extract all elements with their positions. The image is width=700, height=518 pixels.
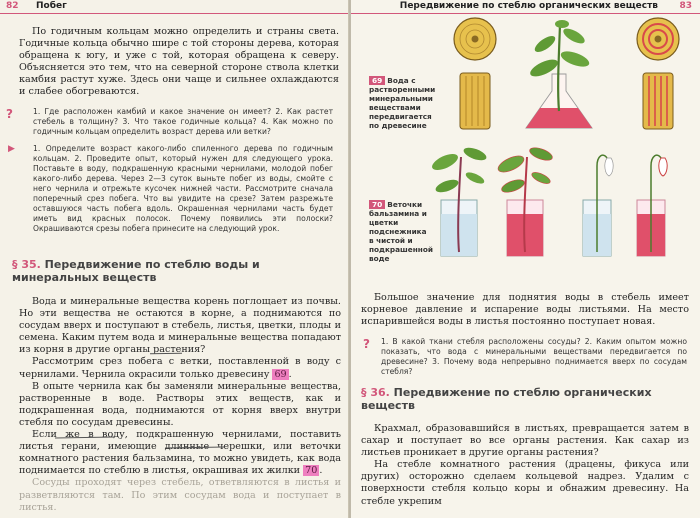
body-paragraph-4: Если же в воду, подкрашенную чернилами, поставить листья герани, имеющие длинные черешки, или веточки комнатного растения бальзамина, то можно увидеть, как вода поднимается по стеблю в листья, окрашивая их жилки 70 . bbox=[19, 429, 341, 477]
fig69-number: 69 bbox=[369, 76, 385, 85]
right-body-paragraph-2: На стебле комнатного растения (драцены, фикуса или других) осторожно сделаем кольцевой надрез. Удалим с поверхности стебля кольцо коры и обнажим древесину. На стебле укрепим bbox=[361, 459, 689, 507]
left-running-head: Побег bbox=[36, 1, 67, 11]
flask-with-plant bbox=[526, 20, 592, 128]
right-questions-mark-icon: ? bbox=[363, 337, 370, 351]
right-running-head: Передвижение по стеблю органических веществ bbox=[399, 1, 658, 11]
glass-snowdrop-red bbox=[637, 155, 667, 256]
section-36-title: Передвижение по стеблю органических веществ bbox=[361, 386, 652, 412]
left-questions: 1. Где расположен камбий и какое значение он имеет? 2. Как растет стебель в толщину? 3. Что такое годичные кольца? 4. Как можно по годичным кольцам определить возраст дерева или ветки? bbox=[33, 107, 333, 136]
questions-mark-icon: ? bbox=[6, 107, 13, 121]
section-35-title: Передвижение по стеблю воды и минеральных веществ bbox=[12, 258, 260, 284]
stem-longitudinal-section bbox=[460, 73, 490, 129]
right-body-paragraph-1: Крахмал, образовавшийся в листьях, превращается затем в сахар и поступает во все органы растения. Как сахар из листьев проникает в другие органы растения? bbox=[361, 423, 689, 459]
glass-balsam-clean bbox=[431, 145, 488, 256]
fig70-caption: 70 Веточки бальзамина и цветки подснежника в чистой и подкрашенной воде bbox=[369, 200, 433, 263]
body-paragraph-3: В опыте чернила как бы заменяли минеральные вещества, растворенные в воде. Растворы этих веществ, как и подкрашенная вода, поднимаются от корня вверх внутри стебля по сосудам древесины. bbox=[19, 380, 341, 428]
right-running-header bbox=[351, 0, 700, 14]
left-intro-text bbox=[19, 26, 339, 99]
right-body-text bbox=[361, 423, 689, 508]
fig-ref-69: 69 bbox=[274, 368, 287, 380]
body-paragraph-1: Вода и минеральные вещества корень поглощает из почвы. Но эти вещества не остаются в корне, а поднимаются по сосудам вверх и поступают в стебель, листья, цветки, плоды и семена. Каким путем вода и минеральные вещества попадают из корня в другие органы растения? bbox=[19, 296, 341, 356]
section-36-heading bbox=[361, 386, 691, 412]
fig70-number: 70 bbox=[369, 200, 385, 209]
glass-snowdrop-clean bbox=[583, 155, 613, 256]
stained-longitudinal-section bbox=[643, 73, 673, 129]
fig70-illustration bbox=[431, 142, 689, 260]
section-36-number: § 36. bbox=[361, 386, 390, 399]
section-35-heading bbox=[12, 258, 332, 284]
intro-paragraph: По годичным кольцам можно определить и страны света. Годичные кольца обычно шире с той стороны дерева, которая обращена к югу, и уже с той, которая обращена к северу. Объясняется это тем, что на северной стороне ствола клетки камбия растут хуже. Здесь они чаще и сильнее охлаждаются и слабее обогреваются. bbox=[19, 26, 339, 98]
fig-ref-70: 70 bbox=[305, 465, 318, 477]
right-para-1: Большое значение для поднятия воды в стебель имеет корневое давление и испарение воды листьями. На место испарившейся воды в листья постоянно поступает новая. bbox=[361, 292, 689, 328]
right-questions: 1. В какой ткани стебля расположены сосуды? 2. Каким опытом можно показать, что вода с минеральными веществами передвигается по древесине? 3. Почему вода непрерывно поднимается вверх по сосудам стебля? bbox=[381, 337, 687, 376]
fig69-caption: 69 Вода с растворенными минеральными веществами передвигается по древесине bbox=[369, 76, 436, 130]
section-35-number: § 35. bbox=[12, 258, 41, 271]
fig69-illustration bbox=[444, 16, 687, 137]
tasks-arrow-icon: ▶ bbox=[8, 144, 15, 154]
right-page bbox=[351, 0, 700, 518]
right-page-number: 83 bbox=[679, 1, 692, 11]
left-running-header bbox=[0, 0, 349, 14]
stem-cross-section bbox=[454, 18, 496, 60]
stained-cross-section bbox=[637, 18, 679, 60]
left-page bbox=[0, 0, 349, 518]
body-paragraph-2: Рассмотрим срез побега с ветки, поставленной в воду с чернилами. Чернила окрасили только древесину 69 . bbox=[19, 356, 341, 380]
left-page-number: 82 bbox=[6, 1, 19, 11]
faded-paragraph: Сосуды проходят через стебель, ответвляются в листья и разветвляются там. По этим сосудам вода и поступает в листья. bbox=[19, 477, 341, 513]
glass-balsam-red bbox=[496, 145, 554, 256]
left-tasks: 1. Определите возраст какого-либо спиленного дерева по годичным кольцам. 2. Проведите опыт, который нужен для следующего урока. Поставьте в воду, подкрашенную красными чернилами, молодой побег какого-либо дерева. Через 2—3 суток выньте побег из воды, смойте с него чернила и отрежьте кусочек нижней части. Рассмотрите сначала поперечный срез побега. Что вы увидите на срезе? Затем разрежьте оставшуюся часть побега вдоль. Окрашенная чернилами часть будет иметь вид красных полосок. Почему появились эти полоски? Окрашиваются срезы побега принесите на следующий урок. bbox=[33, 144, 333, 233]
left-body-text bbox=[19, 296, 341, 514]
